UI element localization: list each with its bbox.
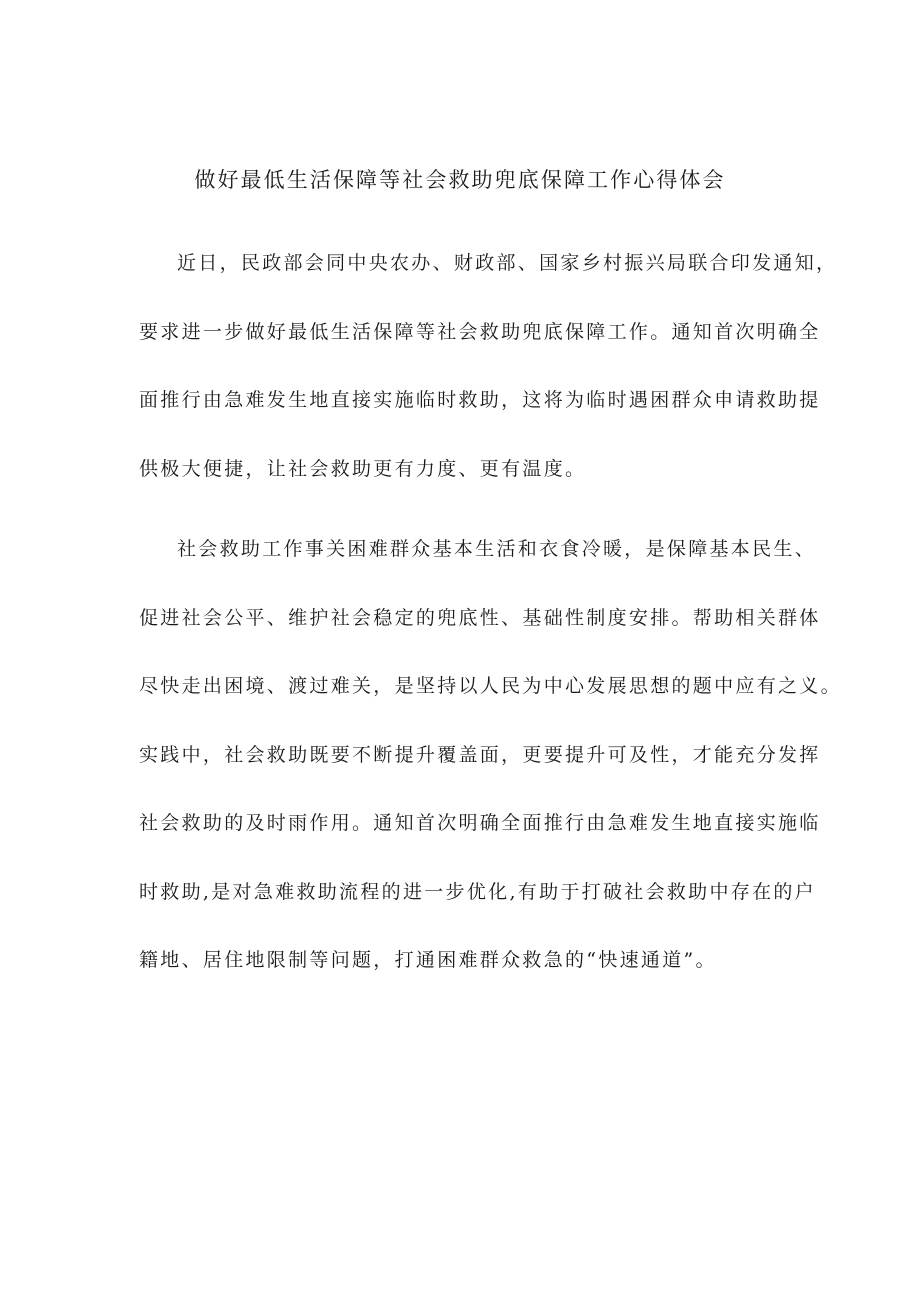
paragraph-2-line-4: 实践中，社会救助既要不断提升覆盖面，更要提升可及性，才能充分发挥 <box>139 743 821 766</box>
document-title: 做好最低生活保障等社会救助兜底保障工作心得体会 <box>194 168 726 192</box>
paragraph-2-line-2: 促进社会公平、维护社会稳定的兜底性、基础性制度安排。帮助相关群体 <box>139 606 821 629</box>
paragraph-1 <box>139 229 838 503</box>
paragraph-2-line-1: 社会救助工作事关困难群众基本生活和衣食冷暖，是保障基本民生、 <box>177 538 817 560</box>
paragraph-1-line-2: 要求进一步做好最低生活保障等社会救助兜底保障工作。通知首次明确全 <box>139 320 821 343</box>
paragraph-2-line-5: 社会救助的及时雨作用。通知首次明确全面推行由急难发生地直接实施临 <box>139 812 821 834</box>
paragraph-2-line-6: 时救助,是对急难救助流程的进一步优化,有助于打破社会救助中存在的户 <box>139 880 816 903</box>
paragraph-2 <box>139 515 842 995</box>
paragraph-1-line-1: 近日，民政部会同中央农办、财政部、国家乡村振兴局联合印发通知， <box>177 252 838 274</box>
paragraph-2-line-7: 籍地、居住地限制等问题，打通困难群众救急的“快速通道”。 <box>139 949 717 971</box>
paragraph-1-line-3: 面推行由急难发生地直接实施临时救助，这将为临时遇困群众申请救助提 <box>139 389 821 411</box>
paragraph-2-line-3: 尽快走出困境、渡过难关，是坚持以人民为中心发展思想的题中应有之义。 <box>139 675 842 697</box>
paragraph-1-line-4: 供极大便捷，让社会救助更有力度、更有温度。 <box>139 457 587 480</box>
